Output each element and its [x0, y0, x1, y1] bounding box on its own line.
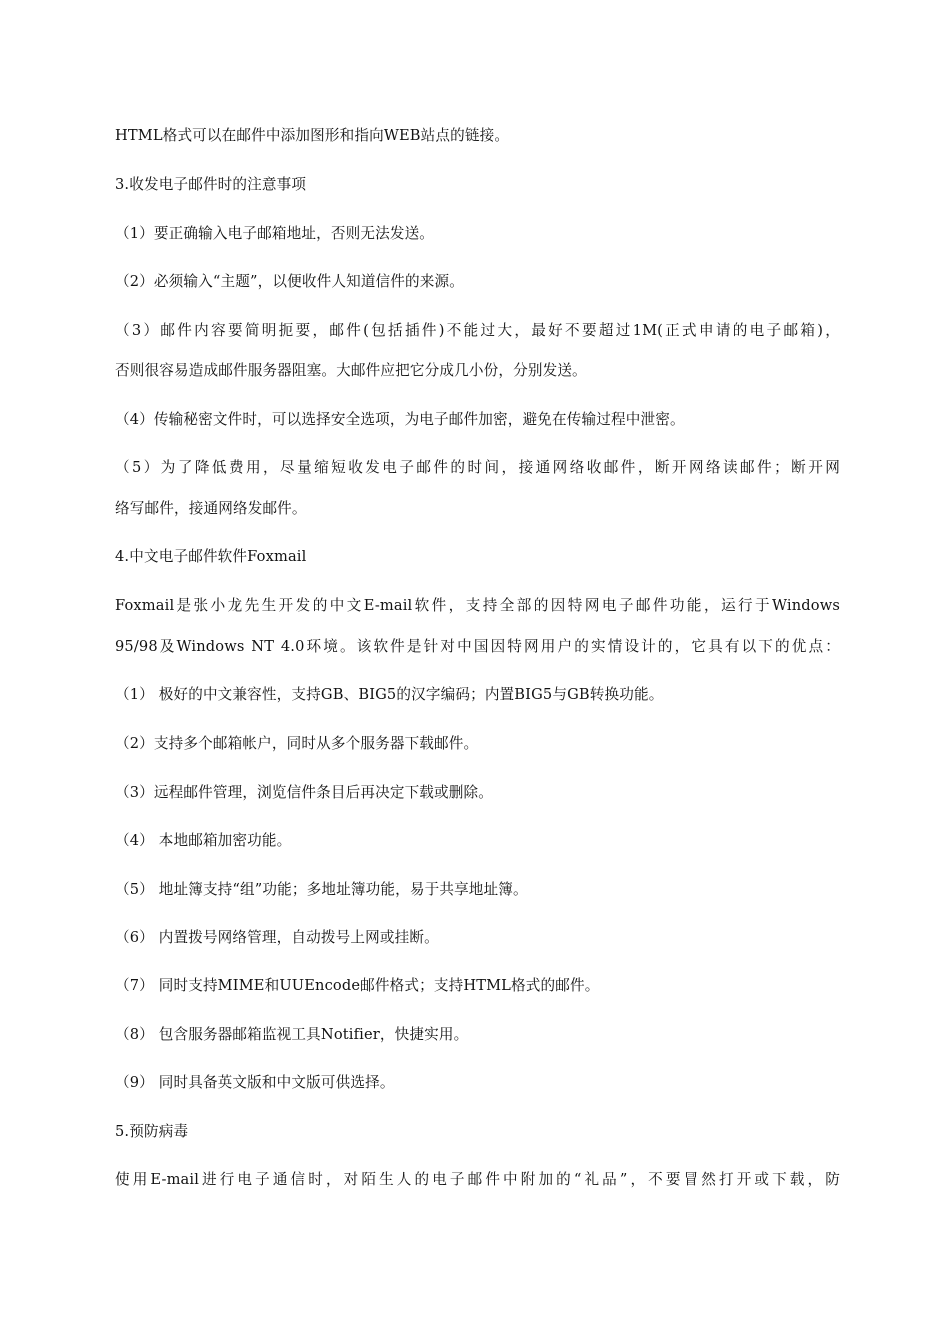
list-item-feature-4: （4） 本地邮箱加密功能。: [115, 832, 292, 849]
list-item-feature-5: （5） 地址簿支持“组”功能；多地址簿功能，易于共享地址簿。: [115, 881, 528, 898]
list-item-feature-7: （7） 同时支持MIME和UUEncode邮件格式；支持HTML格式的邮件。: [115, 977, 600, 994]
list-item-feature-2: （2）支持多个邮箱帐户，同时从多个服务器下载邮件。: [115, 735, 479, 752]
paragraph-virus-prevention: 使用E-mail进行电子通信时，对陌生人的电子邮件中附加的“礼品”，不要冒然打开或下载，防: [115, 1171, 840, 1188]
paragraph-html-format: HTML格式可以在邮件中添加图形和指向WEB站点的链接。: [115, 127, 510, 144]
list-item-note-4: （4）传输秘密文件时，可以选择安全选项，为电子邮件加密，避免在传输过程中泄密。: [115, 411, 685, 428]
list-item-feature-6: （6） 内置拨号网络管理，自动拨号上网或挂断。: [115, 929, 439, 946]
list-item-note-3-line-1: （3）邮件内容要简明扼要，邮件(包括插件)不能过大，最好不要超过1M(正式申请的电子邮箱)，: [115, 322, 840, 339]
list-item-note-1: （1）要正确输入电子邮箱地址，否则无法发送。: [115, 225, 435, 242]
section-heading-virus-prevention: 5.预防病毒: [115, 1123, 189, 1140]
list-item-feature-3: （3）远程邮件管理，浏览信件条目后再决定下载或删除。: [115, 784, 494, 801]
list-item-feature-8: （8） 包含服务器邮箱监视工具Notifier，快捷实用。: [115, 1026, 469, 1043]
list-item-feature-1: （1） 极好的中文兼容性，支持GB、BIG5的汉字编码；内置BIG5与GB转换功能。: [115, 686, 664, 703]
section-heading-foxmail: 4.中文电子邮件软件Foxmail: [115, 548, 307, 565]
paragraph-foxmail-line-1: Foxmail是张小龙先生开发的中文E-mail软件，支持全部的因特网电子邮件功能，运行于Windows: [115, 597, 840, 614]
list-item-note-2: （2）必须输入“主题”，以便收件人知道信件的来源。: [115, 273, 465, 290]
list-item-note-5-line-1: （5）为了降低费用，尽量缩短收发电子邮件的时间，接通网络收邮件，断开网络读邮件；断开网: [115, 459, 840, 476]
section-heading-email-notes: 3.收发电子邮件时的注意事项: [115, 176, 307, 193]
list-item-feature-9: （9） 同时具备英文版和中文版可供选择。: [115, 1074, 395, 1091]
list-item-note-3-line-2: 否则很容易造成邮件服务器阻塞。大邮件应把它分成几小份，分别发送。: [115, 362, 587, 379]
list-item-note-5-line-2: 络写邮件，接通网络发邮件。: [115, 500, 307, 517]
paragraph-foxmail-line-2: 95/98及Windows NT 4.0环境。该软件是针对中国因特网用户的实情设计的，它具有以下的优点：: [115, 638, 840, 655]
